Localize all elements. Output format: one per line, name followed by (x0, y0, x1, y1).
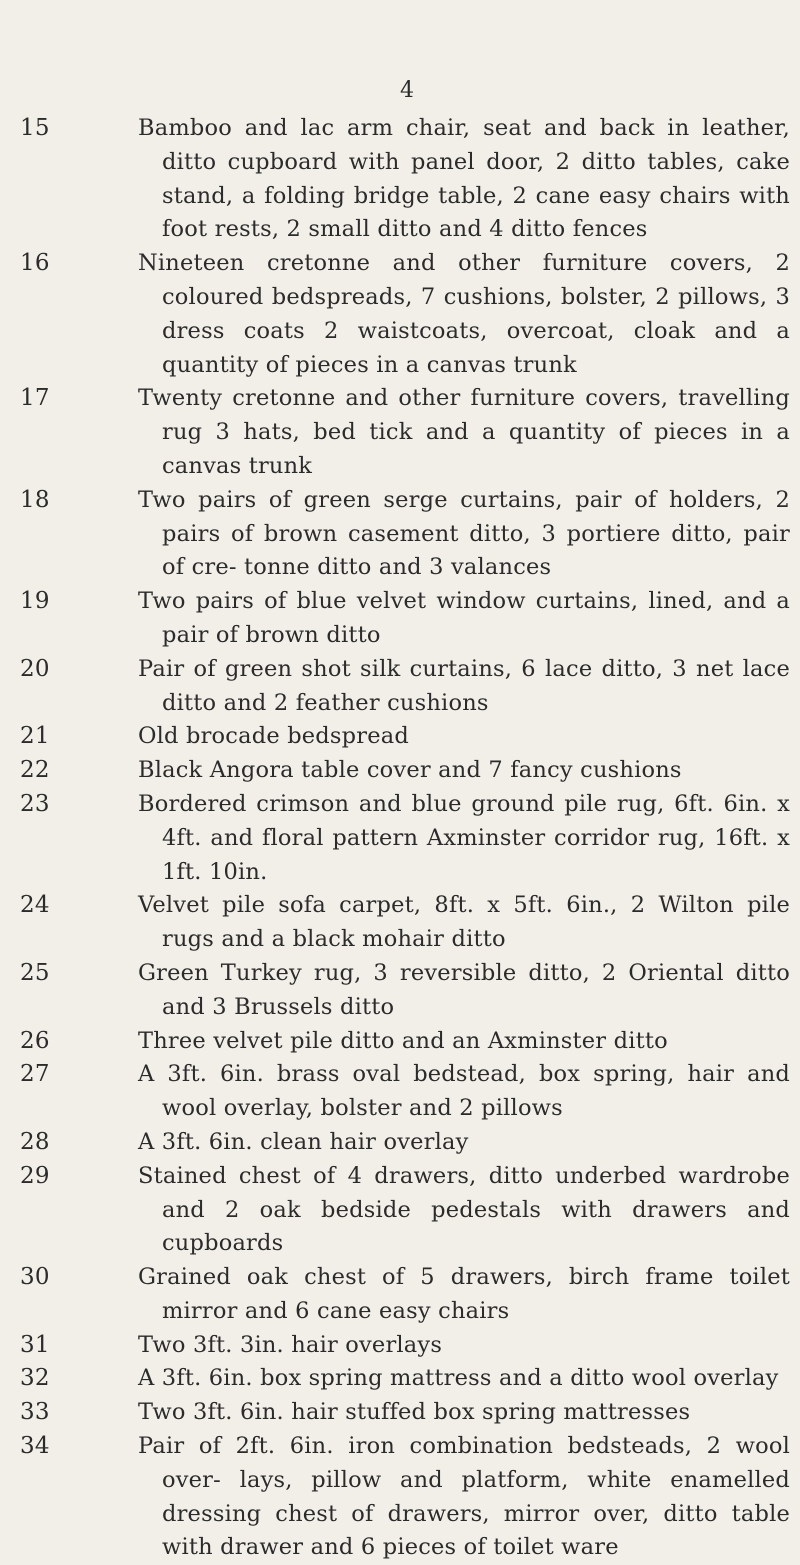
lot-number: 33 (20, 1399, 50, 1426)
lot-entry (20, 112, 790, 247)
lot-number: 24 (20, 892, 50, 919)
lot-number: 23 (20, 790, 50, 817)
lot-entry (20, 889, 790, 957)
lot-entry (20, 1329, 790, 1363)
lot-number: 29 (20, 1162, 50, 1189)
lot-description: Bordered crimson and blue ground pile rug, 6ft. 6in. x 4ft. and floral pattern Axminster corridor rug, 16ft. x 1ft. 10in. (138, 790, 790, 885)
lot-number: 25 (20, 959, 50, 986)
lot-entry (20, 1396, 790, 1430)
lot-number: 31 (20, 1331, 50, 1358)
lot-number: 27 (20, 1061, 50, 1088)
lot-description: A 3ft. 6in. box spring mattress and a ditto wool overlay (138, 1365, 779, 1392)
lot-entry (20, 484, 790, 585)
lot-description: Pair of 2ft. 6in. iron combination bedsteads, 2 wool over- lays, pillow and platform, white enamelled dressing chest of drawers, mirror over, ditto table with drawer and 6 pieces of toilet ware (138, 1433, 790, 1561)
lot-description: Nineteen cretonne and other furniture covers, 2 coloured bedspreads, 7 cushions, bolster, 2 pillows, 3 dress coats 2 waistcoats, overcoat, cloak and a quantity of pieces in a canvas trunk (138, 250, 790, 378)
lot-description: Grained oak chest of 5 drawers, birch frame toilet mirror and 6 cane easy chairs (138, 1264, 790, 1324)
lot-description: Three velvet pile ditto and an Axminster ditto (138, 1027, 668, 1054)
lot-number: 18 (20, 486, 50, 513)
lot-description: Velvet pile sofa carpet, 8ft. x 5ft. 6in., 2 Wilton pile rugs and a black mohair ditto (138, 892, 790, 953)
lot-description: Pair of green shot silk curtains, 6 lace ditto, 3 net lace ditto and 2 feather cushions (138, 655, 790, 716)
lot-description: Two pairs of green serge curtains, pair of holders, 2 pairs of brown casement ditto, 3 portiere ditto, pair of cre- tonne ditto and 3 valances (138, 486, 790, 581)
lot-description: Bamboo and lac arm chair, seat and back in leather, ditto cupboard with panel door, 2 ditto tables, cake stand, a folding bridge table, 2 cane easy chairs with foot rests, 2 small ditto and 4 ditto fences (138, 115, 790, 243)
lot-number: 15 (20, 115, 50, 141)
lot-entry (20, 585, 790, 653)
lot-number: 28 (20, 1128, 50, 1155)
lot-description: Two 3ft. 6in. hair stuffed box spring mattresses (138, 1399, 691, 1426)
lot-entry (20, 653, 790, 721)
lot-entry (20, 1261, 790, 1329)
lot-entry (20, 382, 790, 483)
lot-number: 16 (20, 250, 50, 277)
lot-description: Stained chest of 4 drawers, ditto underbed wardrobe and 2 oak bedside pedestals with drawers and cupboards (138, 1162, 790, 1257)
lot-description: Two pairs of blue velvet window curtains, lined, and a pair of brown ditto (138, 588, 790, 648)
lot-description: Green Turkey rug, 3 reversible ditto, 2 Oriental ditto and 3 Brussels ditto (138, 959, 790, 1020)
lot-description: Two 3ft. 3in. hair overlays (138, 1331, 443, 1358)
lot-number: 32 (20, 1365, 50, 1392)
lot-description: A 3ft. 6in. brass oval bedstead, box spring, hair and wool overlay, bolster and 2 pillows (138, 1061, 790, 1122)
lot-entry (20, 1126, 790, 1160)
lot-entry (20, 1430, 790, 1565)
lot-entry (20, 754, 790, 788)
lot-description: Black Angora table cover and 7 fancy cushions (138, 757, 682, 784)
lot-description: Twenty cretonne and other furniture covers, travelling rug 3 hats, bed tick and a quantity of pieces in a canvas trunk (138, 385, 790, 479)
lot-number: 19 (20, 588, 50, 615)
lot-entry (20, 720, 790, 754)
lot-list (20, 112, 790, 1565)
lot-entry (20, 788, 790, 889)
lot-number: 17 (20, 385, 50, 412)
page-number: 4 (400, 78, 414, 103)
lot-entry (20, 247, 790, 382)
lot-number: 20 (20, 655, 50, 682)
lot-entry (20, 1362, 790, 1396)
lot-entry (20, 957, 790, 1025)
lot-number: 30 (20, 1264, 50, 1291)
lot-description: Old brocade bedspread (138, 723, 409, 750)
lot-number: 26 (20, 1027, 50, 1054)
lot-entry (20, 1160, 790, 1261)
lot-number: 21 (20, 723, 50, 750)
lot-number: 22 (20, 757, 50, 784)
lot-entry (20, 1025, 790, 1059)
lot-entry (20, 1058, 790, 1126)
lot-description: A 3ft. 6in. clean hair overlay (138, 1128, 469, 1155)
lot-number: 34 (20, 1433, 50, 1460)
